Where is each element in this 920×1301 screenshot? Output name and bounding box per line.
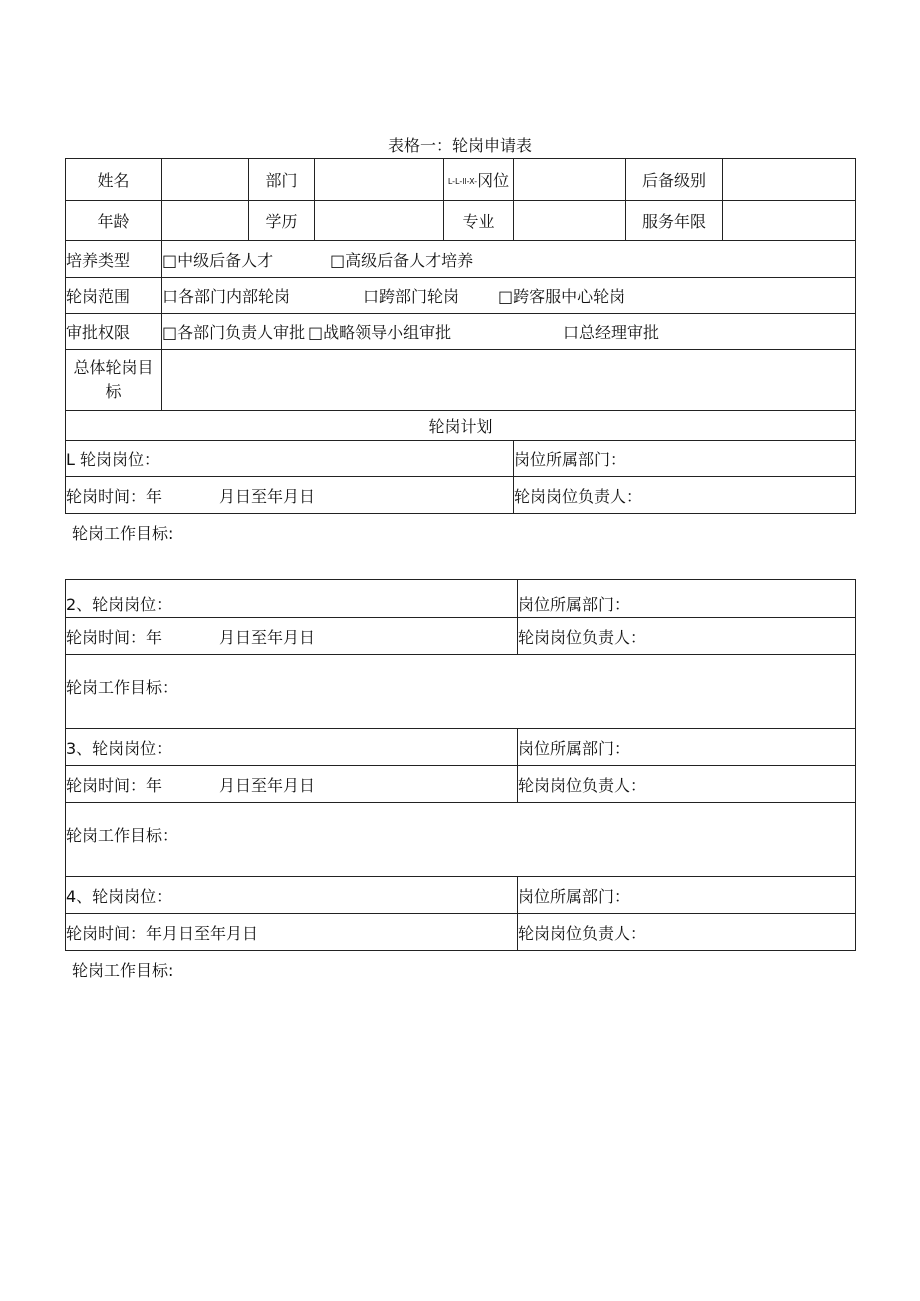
service-years-label: 服务年限 — [626, 201, 723, 241]
dept-field[interactable] — [315, 159, 444, 201]
major-field[interactable] — [514, 201, 626, 241]
rotation-scope-options — [162, 278, 856, 314]
plan4-time[interactable]: 轮岗时间：年月日至年月日 — [66, 914, 518, 951]
plan2-time[interactable] — [66, 618, 518, 655]
plan1-time-range: 月日至年月日 — [219, 486, 316, 506]
plan3-time[interactable] — [66, 766, 518, 803]
plan2-owner[interactable]: 轮岗岗位负责人： — [518, 618, 856, 655]
plan1-goal[interactable]: 轮岗工作目标: — [72, 524, 174, 543]
age-field[interactable] — [162, 201, 249, 241]
training-option-senior[interactable]: □高级后备人才培养 — [330, 250, 474, 270]
position-label-text: 冈位 — [477, 171, 510, 190]
rotation-plan-table — [65, 579, 856, 951]
plan3-goal[interactable]: 轮岗工作目标： — [66, 803, 856, 877]
rotation-plan-header: 轮岗计划 — [66, 411, 856, 441]
scope-option-cross-dept[interactable]: 口跨部门轮岗 — [363, 287, 460, 306]
plan3-time-start: 轮岗时间：年 — [66, 775, 163, 795]
plan3-owner[interactable]: 轮岗岗位负责人： — [518, 766, 856, 803]
name-label: 姓名 — [66, 159, 162, 201]
overall-goal-field[interactable] — [162, 350, 856, 411]
plan2-time-start: 轮岗时间：年 — [66, 627, 163, 647]
service-years-field[interactable] — [723, 201, 856, 241]
position-label — [444, 159, 514, 201]
plan2-post[interactable]: 2、轮岗岗位： — [66, 580, 518, 618]
plan1-time-start: 轮岗时间：年 — [66, 486, 163, 506]
plan3-post[interactable]: 3、轮岗岗位： — [66, 729, 518, 766]
name-field[interactable] — [162, 159, 249, 201]
plan4-post[interactable]: 4、轮岗岗位： — [66, 877, 518, 914]
education-field[interactable] — [315, 201, 444, 241]
plan4-owner[interactable]: 轮岗岗位负责人： — [518, 914, 856, 951]
plan4-goal[interactable]: 轮岗工作目标: — [72, 961, 174, 980]
plan1-dept[interactable]: 岗位所属部门： — [514, 441, 856, 477]
position-label-prefix: L-L-ll-X- — [447, 177, 478, 186]
approval-option-strategy-group[interactable]: □战略领导小组审批 — [308, 323, 452, 342]
application-table — [65, 158, 856, 514]
plan2-time-range: 月日至年月日 — [219, 627, 316, 647]
reserve-level-label: 后备级别 — [626, 159, 723, 201]
plan1-owner[interactable]: 轮岗岗位负责人： — [514, 477, 856, 514]
training-type-options — [162, 241, 856, 278]
plan3-dept[interactable]: 岗位所属部门： — [518, 729, 856, 766]
approval-authority-label: 审批权限 — [66, 314, 162, 350]
age-label: 年龄 — [66, 201, 162, 241]
scope-option-cross-center[interactable]: □跨客服中心轮岗 — [498, 287, 626, 306]
scope-option-internal[interactable]: 口各部门内部轮岗 — [162, 287, 291, 306]
form-title: 表格一：轮岗申请表 — [387, 136, 532, 155]
major-label: 专业 — [444, 201, 514, 241]
rotation-scope-label: 轮岗范围 — [66, 278, 162, 314]
plan1-post[interactable]: L 轮岗岗位： — [66, 441, 514, 477]
plan2-dept[interactable]: 岗位所属部门： — [518, 580, 856, 618]
approval-authority-options — [162, 314, 856, 350]
approval-option-gm[interactable]: 口总经理审批 — [563, 323, 660, 342]
plan1-time[interactable] — [66, 477, 514, 514]
reserve-level-field[interactable] — [723, 159, 856, 201]
plan3-time-range: 月日至年月日 — [219, 775, 316, 795]
position-field[interactable] — [514, 159, 626, 201]
plan4-dept[interactable]: 岗位所属部门： — [518, 877, 856, 914]
overall-goal-label: 总体轮岗目标 — [66, 350, 162, 411]
education-label: 学历 — [249, 201, 315, 241]
training-option-intermediate[interactable]: □中级后备人才 — [162, 250, 274, 270]
approval-option-dept-head[interactable]: □各部门负责人审批 — [162, 323, 306, 342]
plan2-goal[interactable]: 轮岗工作目标： — [66, 655, 856, 729]
training-type-label: 培养类型 — [66, 241, 162, 278]
dept-label: 部门 — [249, 159, 315, 201]
